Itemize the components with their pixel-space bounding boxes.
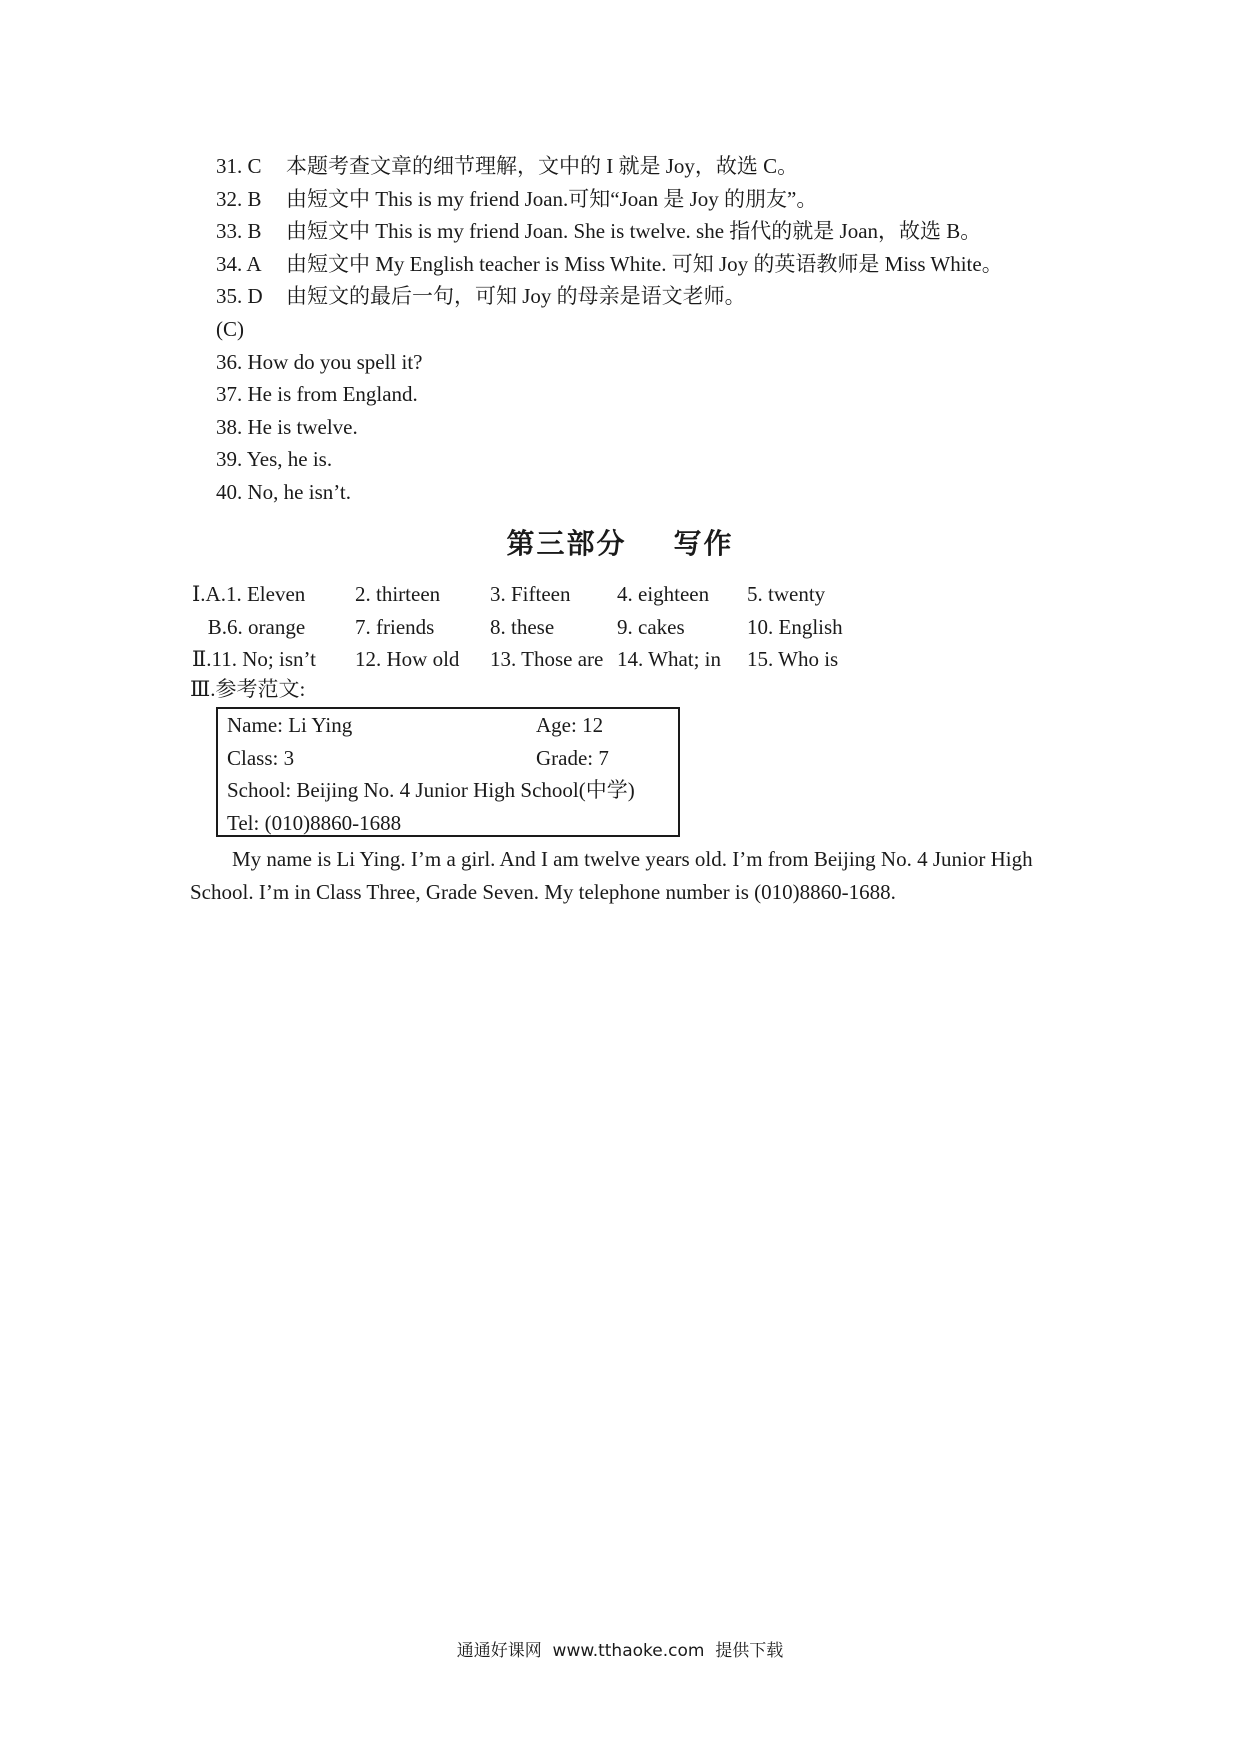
info-class: Class: 3 — [227, 745, 295, 770]
grid-row — [192, 643, 892, 676]
part-c-label: (C) — [216, 316, 244, 341]
grid-cell: 2. thirteen — [355, 582, 441, 606]
grid-cell: 10. English — [747, 614, 843, 639]
info-row — [218, 742, 678, 775]
essay-label: Ⅲ.参考范文: — [190, 677, 306, 701]
info-school: School: Beijing No. 4 Junior High School(中学) — [227, 778, 635, 802]
info-row — [218, 709, 678, 742]
answer-40: 40. No, he isn’t. — [216, 479, 351, 504]
grid-row — [192, 578, 892, 611]
footer-source: 通通好课网 www.tthaoke.com 提供下载 — [456, 1641, 784, 1661]
answer-grid — [192, 578, 892, 676]
grid-cell: 15. Who is — [747, 647, 839, 672]
section-title: 第三部分 写作 — [506, 527, 734, 560]
grid-cell: Ⅰ.A.1. Eleven — [192, 582, 306, 606]
grid-cell: 13. Those are — [490, 647, 604, 672]
answer-34: 34. A 由短文中 My English teacher is Miss White. 可知 Joy 的英语教师是 Miss White。 — [216, 251, 1003, 276]
grid-cell: 7. friends — [355, 614, 435, 639]
answer-33: 33. B 由短文中 This is my friend Joan. She is twelve. she 指代的就是 Joan，故选 B。 — [216, 219, 982, 244]
info-name: Name: Li Ying — [227, 713, 353, 737]
grid-cell: 14. What; in — [617, 647, 722, 672]
answer-35: 35. D 由短文的最后一句，可知 Joy 的母亲是语文老师。 — [216, 284, 746, 309]
grid-cell: 3. Fifteen — [490, 582, 571, 606]
info-grade: Grade: 7 — [536, 745, 609, 770]
info-tel: Tel: (010)8860-1688 — [227, 810, 402, 835]
grid-row — [192, 611, 892, 644]
grid-cell: 4. eighteen — [617, 582, 710, 606]
info-row — [218, 807, 678, 840]
info-card — [216, 707, 680, 837]
answer-37: 37. He is from England. — [216, 382, 418, 407]
answer-39: 39. Yes, he is. — [216, 447, 333, 472]
grid-cell: 12. How old — [355, 647, 460, 672]
sample-essay: My name is Li Ying. I’m a girl. And I am twelve years old. I’m from Beijing No. 4 Junior High School. I’m in Class Three, Grade Seven. My telephone number is (010)8860-1688. — [190, 847, 1033, 904]
answer-32: 32. B 由短文中 This is my friend Joan.可知“Joan 是 Joy 的朋友”。 — [216, 186, 818, 211]
grid-cell: B.6. orange — [192, 614, 306, 639]
answer-list — [216, 150, 1003, 509]
grid-cell: Ⅱ.11. No; isn’t — [192, 647, 316, 672]
answer-38: 38. He is twelve. — [216, 414, 358, 439]
grid-cell: 9. cakes — [617, 614, 685, 639]
grid-cell: 8. these — [490, 614, 555, 639]
info-age: Age: 12 — [536, 713, 604, 737]
info-row — [218, 774, 678, 807]
answer-36: 36. How do you spell it? — [216, 349, 423, 374]
grid-cell: 5. twenty — [747, 582, 826, 606]
answer-31: 31. C 本题考查文章的细节理解，文中的 I 就是 Joy，故选 C。 — [216, 154, 799, 178]
